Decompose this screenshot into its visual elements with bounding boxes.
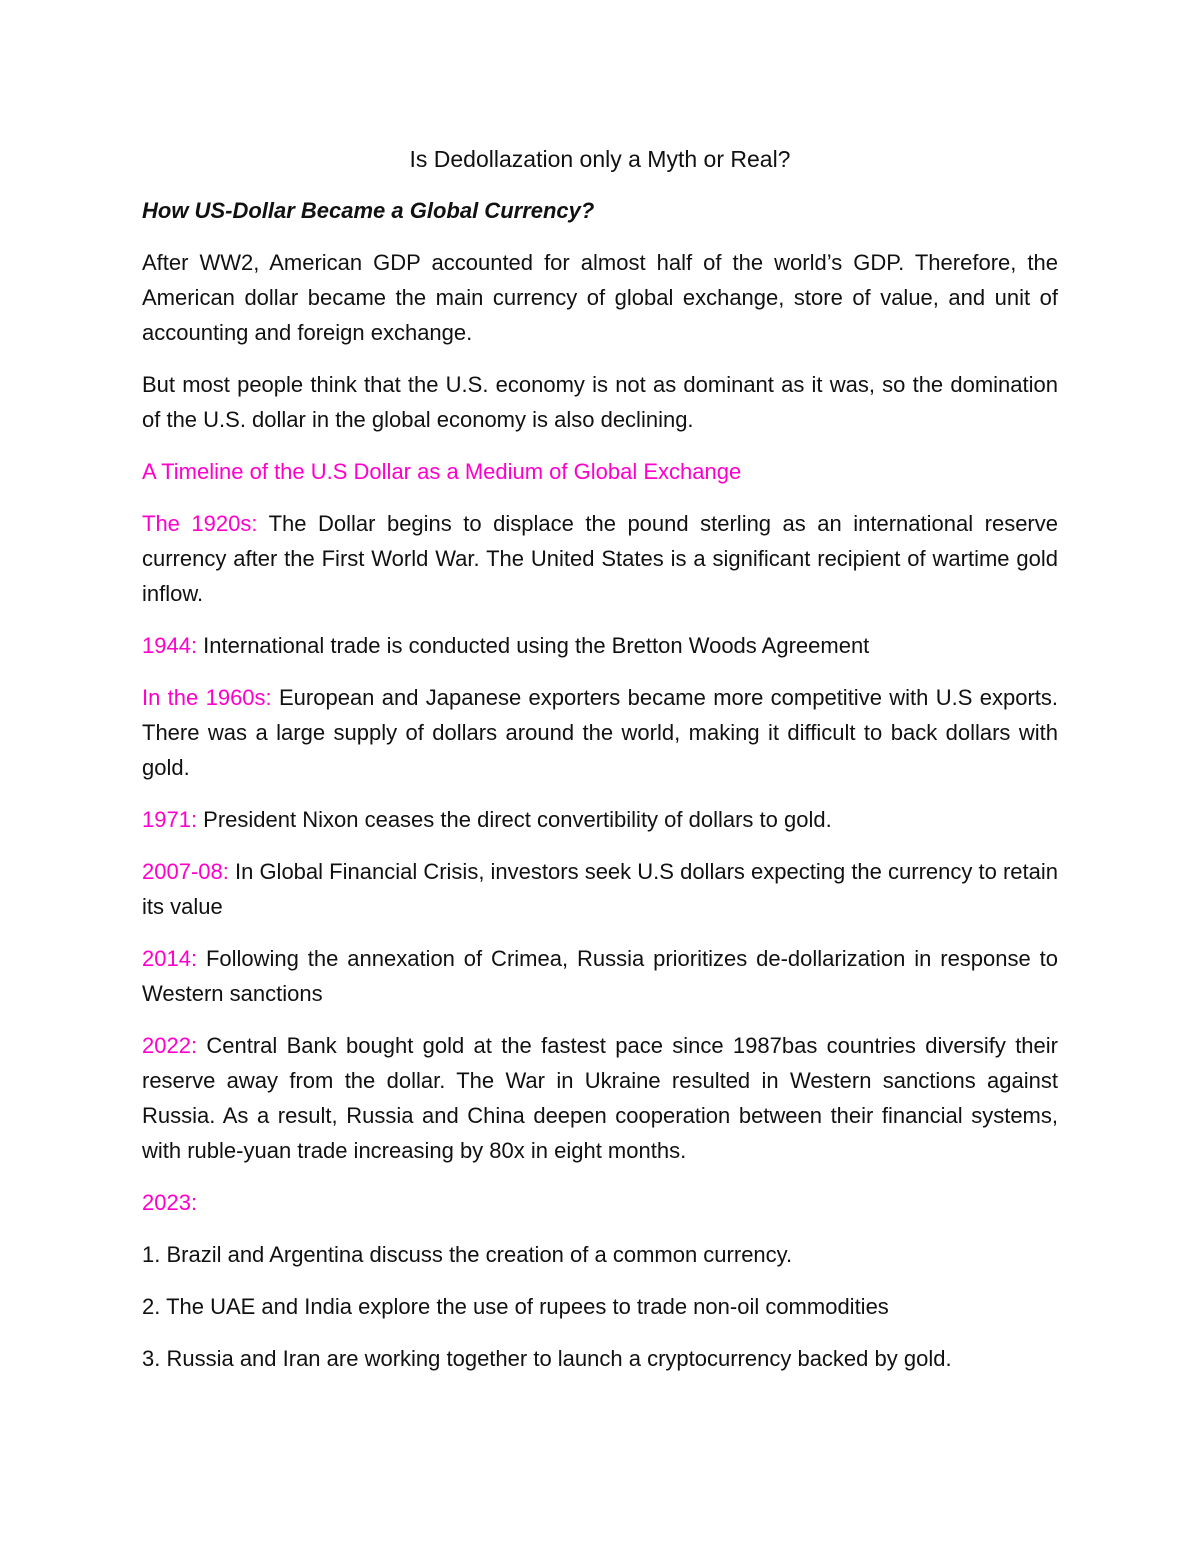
year-2023-label: 2023: [142, 1190, 198, 1215]
timeline-entry [142, 854, 1058, 924]
timeline-heading: A Timeline of the U.S Dollar as a Medium of Global Exchange [142, 459, 742, 484]
list-item: 2. The UAE and India explore the use of rupees to trade non-oil commodities [142, 1294, 889, 1319]
decline-paragraph: But most people think that the U.S. economy is not as dominant as it was, so the domination of the U.S. dollar in the global economy is also declining. [142, 372, 1058, 432]
list-2023 [142, 1237, 1058, 1376]
timeline-year-label: 2022: [142, 1033, 198, 1058]
timeline-entry [142, 506, 1058, 611]
timeline-year-label: 1971: [142, 807, 198, 832]
timeline-year-label: 2014: [142, 946, 198, 971]
timeline-entry [142, 802, 1058, 837]
list-item: 1. Brazil and Argentina discuss the creation of a common currency. [142, 1242, 793, 1267]
timeline-entry [142, 680, 1058, 785]
timeline-text: Central Bank bought gold at the fastest pace since 1987bas countries diversify their reserve away from the dollar. The War in Ukraine resulted in Western sanctions against Russia. As a result, Russia and China deepen cooperation between their financial systems, with ruble-yuan trade increasing by 80x in eight months. [142, 1033, 1058, 1163]
timeline-year-label: 2007-08: [142, 859, 229, 884]
timeline-year-label: The 1920s: [142, 511, 258, 536]
intro-paragraph: After WW2, American GDP accounted for almost half of the world’s GDP. Therefore, the American dollar became the main currency of global exchange, store of value, and unit of accounting and foreign exchange. [142, 250, 1058, 345]
timeline-text: The Dollar begins to displace the pound sterling as an international reserve currency after the First World War. The United States is a significant recipient of wartime gold inflow. [142, 511, 1058, 606]
timeline-entry [142, 628, 1058, 663]
list-item: 3. Russia and Iran are working together to launch a cryptocurrency backed by gold. [142, 1346, 952, 1371]
timeline-text: President Nixon ceases the direct convertibility of dollars to gold. [197, 807, 832, 832]
timeline-text: Following the annexation of Crimea, Russia prioritizes de-dollarization in response to Western sanctions [142, 946, 1058, 1006]
timeline-text: In Global Financial Crisis, investors seek U.S dollars expecting the currency to retain its value [142, 859, 1058, 919]
timeline-year-label: In the 1960s: [142, 685, 272, 710]
timeline-entry [142, 1028, 1058, 1168]
document-title: Is Dedollazation only a Myth or Real? [409, 146, 791, 172]
timeline-text: International trade is conducted using the Bretton Woods Agreement [197, 633, 870, 658]
document-page [142, 142, 1058, 1393]
section-subtitle: How US-Dollar Became a Global Currency? [142, 198, 595, 223]
timeline-entry [142, 941, 1058, 1011]
timeline-text: European and Japanese exporters became more competitive with U.S exports. There was a large supply of dollars around the world, making it difficult to back dollars with gold. [142, 685, 1058, 780]
timeline-year-label: 1944: [142, 633, 198, 658]
